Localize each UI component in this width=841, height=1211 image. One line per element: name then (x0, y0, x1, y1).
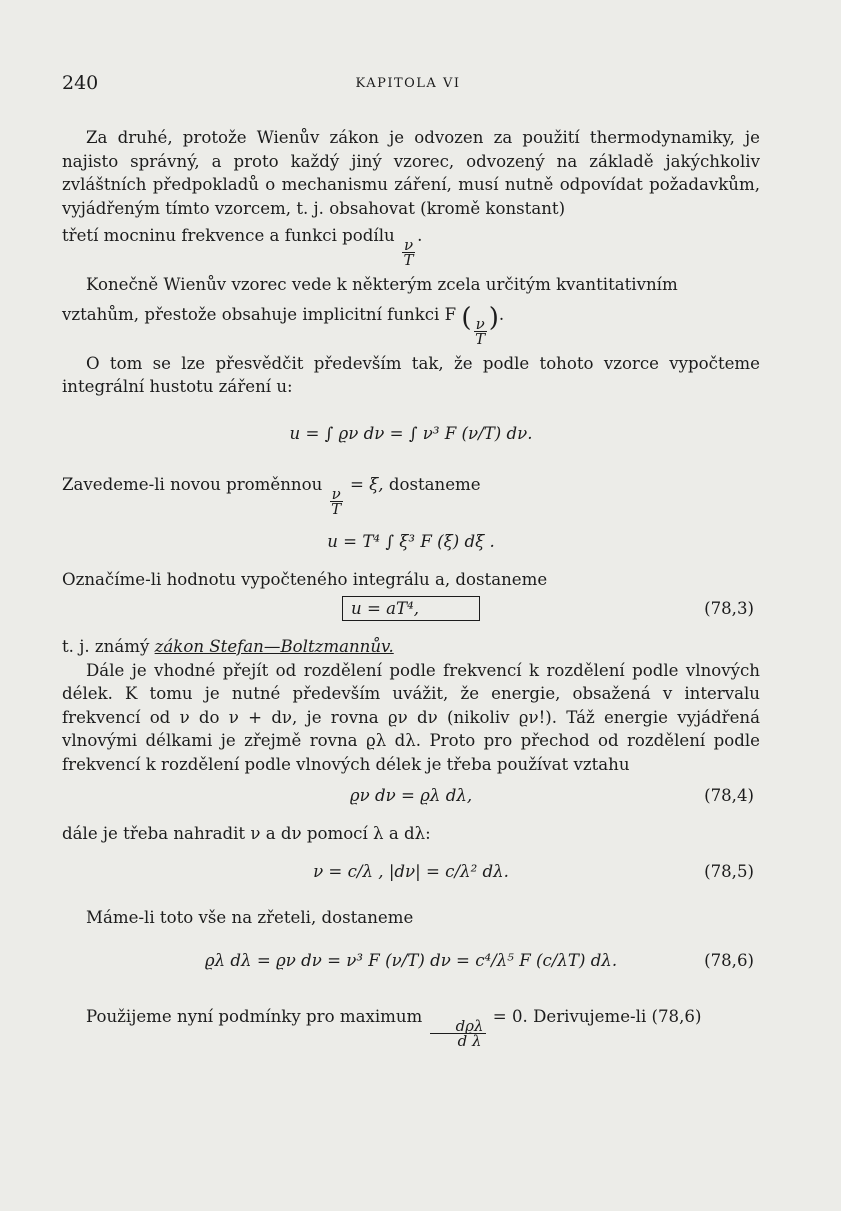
paragraph-3: O tom se lze přesvědčit především tak, že podle tohoto vzorce vypočteme integrální hustotu záření u: (62, 353, 760, 396)
equation-78-4-row (62, 784, 760, 822)
frac-den: T (331, 499, 342, 518)
paragraph-10-text: Použijeme nyní podmínky pro maximum (86, 1007, 423, 1026)
paragraph-6 (62, 635, 760, 659)
equation-78-3-row (62, 597, 760, 635)
body-text (62, 126, 760, 1048)
paragraph-10-end: = 0. Derivujeme-li (78,6) (492, 1007, 702, 1026)
paragraph-4-text: Zavedeme-li novou proměnnou (62, 474, 323, 494)
paragraph-6-text: t. j. známý (62, 637, 150, 656)
paragraph-10 (62, 1005, 760, 1048)
xi-substitution: = ξ, (349, 474, 384, 494)
equation-number-78-5: (78,5) (704, 861, 754, 881)
paragraph-1-end-text: třetí mocninu frekvence a funkci podílu (62, 226, 395, 245)
paragraph-7: Dále je vhodné přejít od rozdělení podle frekvencí k rozdělení podle vlnových délek. K tomu je nutné především uvážit, že energie, obsažená v intervalu frekvencí od ν do ν + dν, je rovna ϱν dν (nikoliv ϱν!). Táž energie vyjádřená vlnovými délkami je zřejmě rovna ϱλ dλ. Proto pro přechod od rozdělení podle frekvencí k rozdělení podle vlnových délek je třeba používat vztahu (62, 660, 760, 774)
paragraph-2-end-text: vztahům, přestože obsahuje implicitní funkci F (62, 304, 457, 324)
frac-num: dϱλ (430, 1019, 486, 1034)
paragraph-4 (62, 473, 760, 516)
equation-number-78-3: (78,3) (704, 599, 754, 618)
equation-number-78-4: (78,4) (704, 786, 754, 805)
running-head: KAPITOLA VI (355, 76, 461, 91)
paragraph-1: Za druhé, protože Wienův zákon je odvozen za použití thermodynamiky, je najisto správný, a proto každý jiný vzorec, odvozený na základě jakýchkoliv zvláštních předpokladů o mechanismu záření, musí nutně odpovídat požadavkům, vyjádřeným tímto vzorcem, t. j. obsahovat (kromě konstant) (62, 128, 760, 218)
equation-number-78-6: (78,6) (704, 951, 754, 970)
page-header (56, 72, 760, 98)
paragraph-5: Označíme-li hodnotu vypočteného integrálu a, dostaneme (62, 569, 548, 589)
paragraph-1-end: třetí mocninu frekvence a funkci podílu $\frac{\nu}{T}$ . (62, 226, 423, 269)
stefan-boltzmann-law: zákon Stefan—Boltzmannův. (154, 637, 394, 656)
frac-den: T (403, 251, 414, 269)
frac-num: ν (475, 314, 485, 333)
equation-78-6: ϱλ dλ = ϱν dν = ν³ F (ν/T) dν = c⁴/λ⁵ F (c/λT) dλ. (204, 951, 618, 970)
paragraph-4-end: dostaneme (388, 474, 481, 494)
frac-den: d λ (457, 1032, 482, 1050)
frac-num: ν (331, 484, 341, 503)
equation-78-5-row (62, 860, 760, 906)
fraction-nu-over-T (402, 238, 415, 267)
page-number: 240 (62, 72, 99, 94)
paragraph-9: Máme-li toto vše na zřeteli, dostaneme (86, 907, 414, 927)
equation-78-6-row (62, 949, 760, 1005)
paragraph-2-end: vztahům, přestože obsahuje implicitní funkci F ( $\frac{\nu}{T}$ ). (62, 302, 505, 348)
equation-78-4: ϱν dν = ϱλ dλ, (349, 786, 473, 805)
paragraph-8: dále je třeba nahradit ν a dν pomocí λ a dλ: (62, 824, 431, 843)
equation-T4: u = T⁴ ∫ ξ³ F (ξ) dξ . (327, 531, 495, 551)
equation-integral: u = ∫ ϱν dν = ∫ ν³ F (ν/T) dν. (289, 423, 533, 443)
fraction-drho-dlambda (430, 1019, 486, 1048)
fraction-nu-over-T-3 (330, 484, 343, 518)
frac-num: ν (403, 236, 414, 254)
frac-den: T (475, 329, 486, 348)
equation-78-3: u = aT⁴, (342, 596, 480, 621)
fraction-nu-over-T-2 (474, 314, 487, 348)
equation-78-5: ν = c/λ , |dν| = c/λ² dλ. (313, 861, 509, 881)
paragraph-2: Konečně Wienův vzorec vede k některým zcela určitým kvantitativním (86, 275, 678, 294)
